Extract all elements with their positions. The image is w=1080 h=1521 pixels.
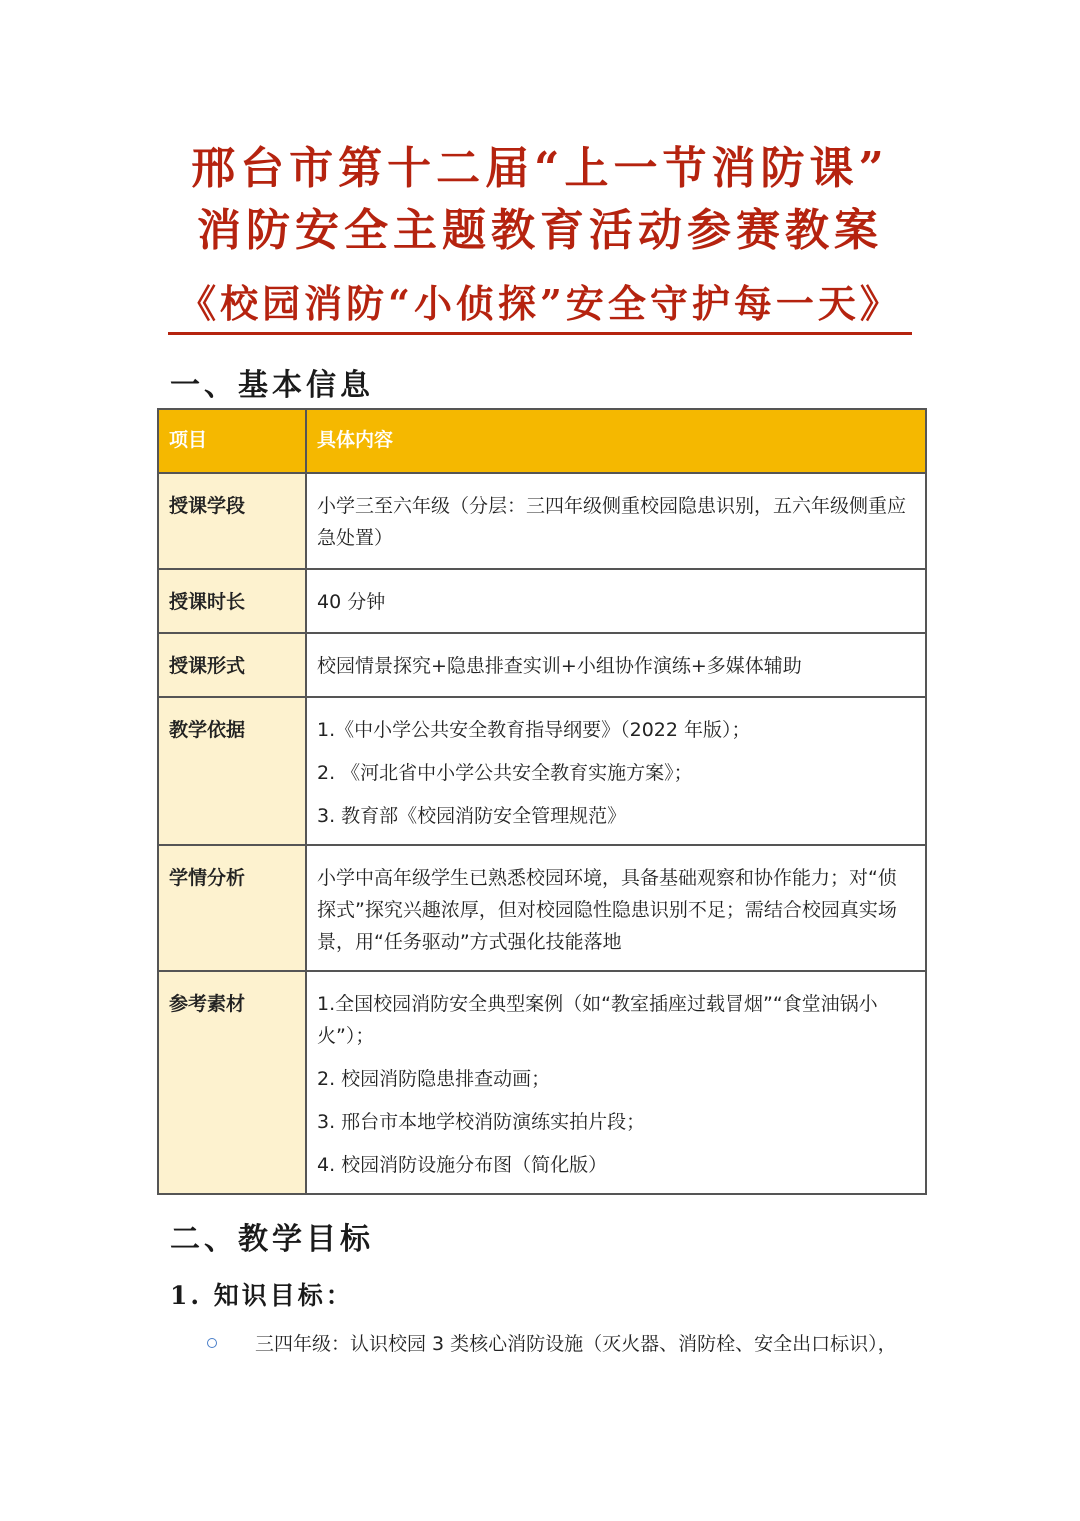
bullet-text: 三四年级：认识校园 3 类核心消防设施（灭火器、消防栓、安全出口标识）， [255, 1333, 897, 1355]
list-item [207, 1328, 927, 1360]
row-content [306, 569, 926, 633]
row-label: 授课学段 [158, 473, 306, 569]
table-row [158, 569, 926, 633]
row-label: 授课时长 [158, 569, 306, 633]
content-line: 2. 《河北省中小学公共安全教育实施方案》； [317, 762, 693, 784]
table-row [158, 971, 926, 1194]
sub-heading-knowledge-goals: 1. 知识目标： [170, 1281, 354, 1310]
bullet-circle-icon [207, 1338, 217, 1348]
content-line: 小学三至六年级（分层：三四年级侧重校园隐患识别，五六年级侧重应急处置） [317, 495, 907, 549]
content-line: 2. 校园消防隐患排查动画； [317, 1068, 551, 1090]
row-label: 学情分析 [158, 845, 306, 971]
table-header-content: 具体内容 [306, 409, 926, 473]
table-row [158, 845, 926, 971]
section-heading-teaching-goals: 二、教学目标 [170, 1222, 374, 1257]
lesson-subtitle: 《校园消防“小侦探”安全守护每一天》 [178, 281, 902, 326]
content-line: 3. 教育部《校园消防安全管理规范》 [317, 805, 627, 827]
row-label: 参考素材 [158, 971, 306, 1194]
content-line: 1.《中小学公共安全教育指导纲要》（2022 年版）； [317, 719, 751, 741]
section-heading-basic-info: 一、基本信息 [170, 368, 374, 403]
table-header-item: 项目 [158, 409, 306, 473]
row-content [306, 697, 926, 845]
basic-info-table [157, 408, 927, 1195]
content-line: 4. 校园消防设施分布图（简化版） [317, 1154, 608, 1176]
row-label: 教学依据 [158, 697, 306, 845]
row-content [306, 971, 926, 1194]
row-content [306, 473, 926, 569]
content-line: 小学中高年级学生已熟悉校园环境，具备基础观察和协作能力；对“侦探式”探究兴趣浓厚，但对校园隐性隐患识别不足；需结合校园真实场景，用“任务驱动”方式强化技能落地 [317, 867, 897, 953]
table-row [158, 697, 926, 845]
title-divider [168, 332, 912, 335]
row-label: 授课形式 [158, 633, 306, 697]
title-line-1: 邢台市第十二届“上一节消防课” [191, 143, 889, 194]
table-header-row [158, 409, 926, 473]
row-content [306, 845, 926, 971]
content-line: 校园情景探究+隐患排查实训+小组协作演练+多媒体辅助 [317, 655, 802, 677]
table-row [158, 473, 926, 569]
row-content [306, 633, 926, 697]
document-title [0, 138, 1080, 262]
table-row [158, 633, 926, 697]
content-line: 40 分钟 [317, 591, 386, 613]
content-line: 3. 邢台市本地学校消防演练实拍片段； [317, 1111, 646, 1133]
title-line-2: 消防安全主题教育活动参赛教案 [197, 205, 883, 256]
content-line: 1.全国校园消防安全典型案例（如“教室插座过载冒烟”“食堂油锅小火”）； [317, 993, 878, 1047]
